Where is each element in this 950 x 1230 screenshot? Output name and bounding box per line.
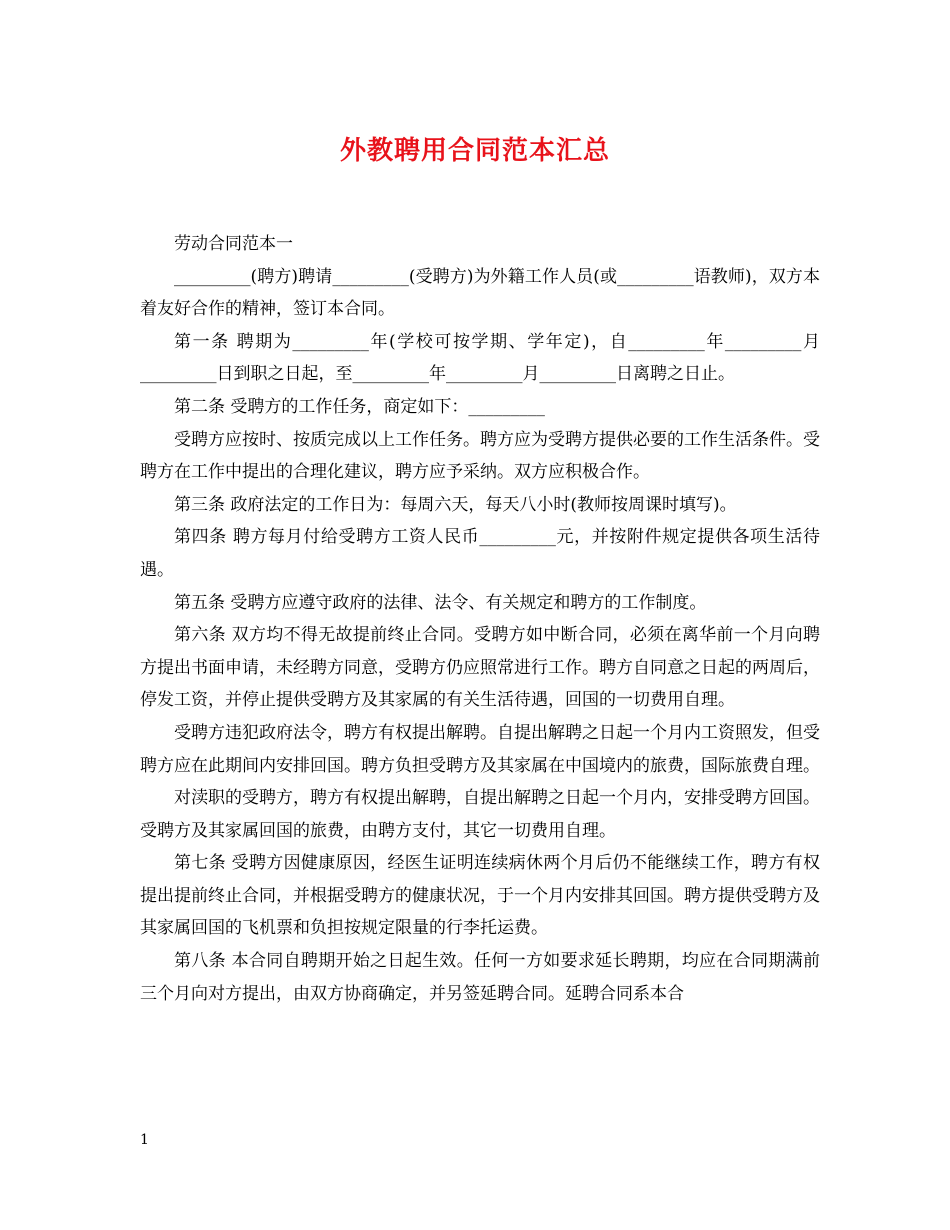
paragraph-heading: 劳动合同范本一 (174, 234, 293, 254)
document-title: 外教聘用合同范本汇总 (339, 136, 610, 166)
paragraph-article-3: 第三条 政府法定的工作日为：每周六天，每天八小时(教师按周课时填写)。 (174, 494, 737, 515)
paragraph-article-8: 第八条 本合同自聘期开始之日起生效。任何一方如要求延长聘期，均应在合同期满前三个月向对方提出，由双方协商确定，并另签延聘合同。延聘合同系本合 (140, 951, 820, 1004)
paragraph-article-1: 第一条 聘期为_________年(学校可按学期、学年定)，自_________年_________月_________日到职之日起，至_________年_________月_________日离聘之日止。 (140, 331, 820, 385)
document-body (140, 228, 820, 1010)
paragraph-article-2-detail: 受聘方应按时、按质完成以上工作任务。聘方应为受聘方提供必要的工作生活条件。受聘方在工作中提出的合理化建议，聘方应予采纳。双方应积极合作。 (140, 429, 820, 483)
paragraph-article-6-violation: 受聘方违犯政府法令，聘方有权提出解聘。自提出解聘之日起一个月内工资照发，但受聘方应在此期间内安排回国。聘方负担受聘方及其家属在中国境内的旅费，国际旅费自理。 (140, 722, 820, 776)
page-number: 1 (140, 1132, 149, 1148)
paragraph-article-2: 第二条 受聘方的工作任务，商定如下：_________ (174, 396, 545, 417)
paragraph-article-7: 第七条 受聘方因健康原因，经医生证明连续病休两个月后仍不能继续工作，聘方有权提出提前终止合同，并根据受聘方的健康状况，于一个月内安排其回国。聘方提供受聘方及其家属回国的飞机票和负担按规定限量的行李托运费。 (140, 853, 820, 939)
paragraph-article-5: 第五条 受聘方应遵守政府的法律、法令、有关规定和聘方的工作制度。 (174, 592, 707, 613)
paragraph-article-6-negligence: 对渎职的受聘方，聘方有权提出解聘，自提出解聘之日起一个月内，安排受聘方回国。受聘方及其家属回国的旅费，由聘方支付，其它一切费用自理。 (140, 788, 820, 841)
paragraph-article-6: 第六条 双方均不得无故提前终止合同。受聘方如中断合同，必须在离华前一个月向聘方提出书面申请，未经聘方同意，受聘方仍应照常进行工作。聘方自同意之日起的两周后，停发工资，并停止提供受聘方及其家属的有关生活待遇，回国的一切费用自理。 (140, 625, 820, 711)
paragraph-article-4: 第四条 聘方每月付给受聘方工资人民币_________元，并按附件规定提供各项生活待遇。 (140, 527, 820, 580)
paragraph-preamble: _________(聘方)聘请_________(受聘方)为外籍工作人员(或_________语教师)，双方本着友好合作的精神，签订本合同。 (140, 266, 820, 320)
